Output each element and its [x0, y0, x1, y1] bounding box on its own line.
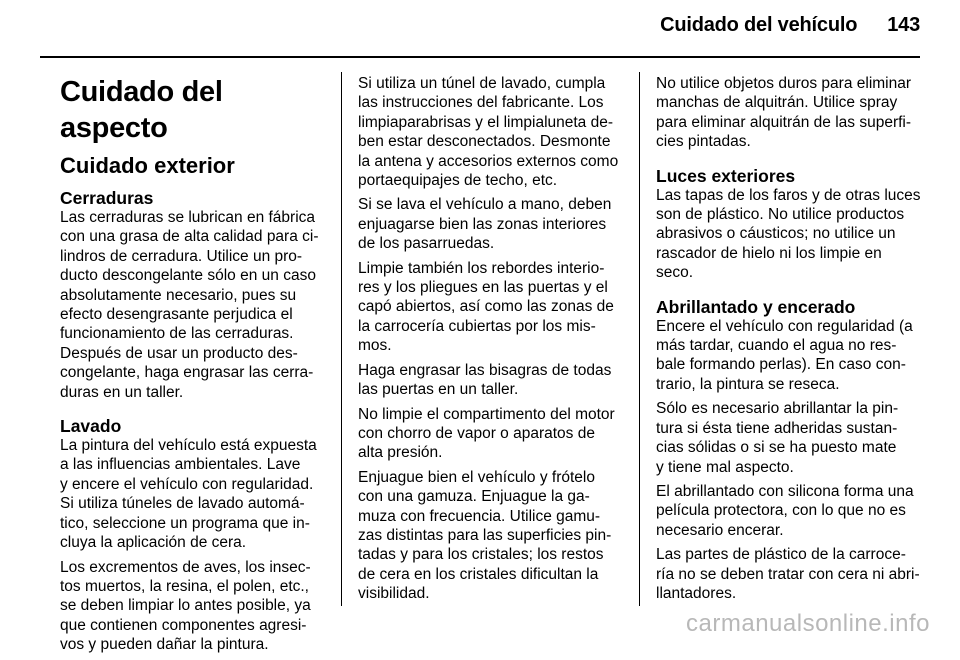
- text-line: tadas y para los cristales; los restos: [358, 546, 604, 564]
- column-3: [656, 74, 924, 608]
- text-line: res y los pliegues en las puertas y el: [358, 279, 608, 297]
- text-line: Haga engrasar las bisagras de todas: [358, 361, 612, 379]
- text-line: necesario encerar.: [656, 521, 784, 539]
- text-line: Limpie también los rebordes interio-: [358, 259, 605, 277]
- text-line: la antena y accesorios externos como: [358, 152, 619, 170]
- text-line: seco.: [656, 264, 694, 282]
- paragraph: [60, 558, 328, 655]
- text-line: que contienen componentes agresi-: [60, 616, 307, 634]
- text-line: tico, seleccione un programa que in-: [60, 514, 310, 532]
- text-line: Las partes de plástico de la carroce-: [656, 546, 906, 564]
- text-line: funcionamiento de las cerraduras.: [60, 325, 294, 343]
- text-line: limpiaparabrisas y el limpialuneta de-: [358, 113, 614, 131]
- text-line: Las tapas de los faros y de otras luces: [656, 186, 921, 204]
- text-line: más tardar, cuando el agua no res-: [656, 337, 897, 355]
- col3-sections: [656, 166, 924, 604]
- text-line: tura si ésta tiene adheridas sustan-: [656, 419, 898, 437]
- text-line: mos.: [358, 337, 392, 355]
- text-line: absolutamente necesario, pues su: [60, 286, 297, 304]
- subsection-heading: Lavado: [60, 416, 122, 437]
- text-line: No utilice objetos duros para eliminar: [656, 75, 912, 92]
- text-line: lindros de cerradura. Utilice un pro-: [60, 247, 303, 265]
- text-line: ben estar desconectados. Desmonte: [358, 133, 611, 151]
- text-line: Si utiliza un túnel de lavado, cumpla: [358, 75, 606, 92]
- subsection-heading: Abrillantado y encerado: [656, 296, 856, 317]
- column-divider: [639, 72, 640, 606]
- header-title: Cuidado del vehículo: [660, 14, 858, 36]
- col1-sections: [60, 188, 328, 655]
- text-line: trario, la pintura se reseca.: [656, 375, 840, 393]
- paragraph: [656, 74, 924, 152]
- paragraph: [60, 436, 328, 552]
- text-line: ría no se deben tratar con cera ni abri-: [656, 565, 920, 583]
- watermark: carmanualsonline.info: [686, 610, 930, 637]
- text-line: visibilidad.: [358, 585, 430, 603]
- text-line: llantadores.: [656, 584, 737, 602]
- text-line: Si se lava el vehículo a mano, deben: [358, 196, 612, 214]
- subsection: [60, 188, 328, 402]
- column-1: [60, 74, 328, 660]
- text-line: para eliminar alquitrán de las superfi-: [656, 113, 912, 131]
- paragraph: [358, 259, 624, 356]
- text-line: vos y pueden dañar la pintura.: [60, 636, 269, 654]
- text-line: y tiene mal aspecto.: [656, 458, 794, 476]
- text-line: la carrocería cubiertas por los mis-: [358, 317, 596, 335]
- col2-body: [358, 74, 624, 604]
- text-line: Si utiliza túneles de lavado automá-: [60, 495, 305, 513]
- text-line: las puertas en un taller.: [358, 381, 519, 399]
- text-line: ducto descongelante sólo en un caso: [60, 267, 316, 285]
- paragraph: [656, 317, 924, 395]
- text-line: zas distintas para las superficies pin-: [358, 526, 612, 544]
- paragraph: [656, 399, 924, 477]
- text-line: Las cerraduras se lubrican en fábrica: [60, 209, 316, 226]
- subsection: [656, 166, 924, 283]
- paragraph: [358, 405, 624, 463]
- text-line: y encere el vehículo con regularidad.: [60, 475, 314, 493]
- text-line: efecto desengrasante perjudica el: [60, 306, 293, 324]
- text-line: abrasivos o cáusticos; no utilice un: [656, 225, 896, 243]
- chapter-heading: Cuidado del aspecto: [60, 76, 223, 144]
- paragraph: [60, 208, 328, 402]
- paragraph: [358, 195, 624, 253]
- text-line: congelante, haga engrasar las cerra-: [60, 364, 314, 382]
- text-line: tos muertos, la resina, el polen, etc.,: [60, 577, 309, 595]
- paragraph: [656, 482, 924, 540]
- text-line: las instrucciones del fabricante. Los: [358, 94, 604, 112]
- subsection-heading: Luces exteriores: [656, 165, 796, 186]
- paragraph: [656, 186, 924, 283]
- text-line: película protectora, con lo que no es: [656, 502, 906, 520]
- col3-intro: [656, 74, 924, 152]
- text-line: alta presión.: [358, 444, 443, 462]
- column-2: [358, 74, 624, 609]
- subsection-heading: Cerraduras: [60, 188, 154, 208]
- paragraph: [656, 545, 924, 603]
- text-line: muza con frecuencia. Utilice gamu-: [358, 507, 601, 525]
- text-line: El abrillantado con silicona forma una: [656, 482, 914, 500]
- text-line: con chorro de vapor o aparatos de: [358, 424, 595, 442]
- text-line: cluya la aplicación de cera.: [60, 534, 247, 552]
- page-number: 143: [887, 14, 920, 36]
- text-line: Sólo es necesario abrillantar la pin-: [656, 400, 899, 418]
- text-line: enjuagarse bien las zonas interiores: [358, 215, 607, 233]
- text-line: Después de usar un producto des-: [60, 344, 298, 362]
- text-line: portaequipajes de techo, etc.: [358, 172, 558, 190]
- text-line: No limpie el compartimento del motor: [358, 405, 615, 423]
- running-header: [660, 14, 920, 37]
- text-line: capó abiertos, así como las zonas de: [358, 298, 614, 316]
- text-line: Los excrementos de aves, los insec-: [60, 558, 311, 576]
- text-line: de cera en los cristales dificultan la: [358, 565, 599, 583]
- text-line: La pintura del vehículo está expuesta: [60, 437, 317, 455]
- paragraph: [358, 74, 624, 190]
- text-line: rascador de hielo ni los limpie en: [656, 244, 882, 262]
- section-heading: Cuidado exterior: [60, 153, 235, 178]
- paragraph: [358, 361, 624, 400]
- text-line: con una grasa de alta calidad para ci-: [60, 228, 319, 246]
- header-rule: [40, 56, 920, 58]
- text-line: a las influencias ambientales. Lave: [60, 456, 301, 474]
- text-line: son de plástico. No utilice productos: [656, 206, 905, 224]
- text-line: cies pintadas.: [656, 133, 751, 151]
- column-divider: [341, 72, 342, 606]
- text-line: cias sólidas o si se ha puesto mate: [656, 439, 897, 457]
- text-line: duras en un taller.: [60, 383, 184, 401]
- text-line: bale formando perlas). En caso con-: [656, 356, 906, 374]
- subsection: [60, 416, 328, 654]
- paragraph: [358, 468, 624, 604]
- text-line: Enjuague bien el vehículo y frótelo: [358, 468, 595, 486]
- text-line: de los pasarruedas.: [358, 235, 495, 253]
- subsection: [656, 297, 924, 604]
- text-line: Encere el vehículo con regularidad (a: [656, 317, 913, 335]
- text-line: manchas de alquitrán. Utilice spray: [656, 94, 898, 112]
- text-line: se deben limpiar lo antes posible, ya: [60, 597, 311, 615]
- text-line: con una gamuza. Enjuague la ga-: [358, 488, 590, 506]
